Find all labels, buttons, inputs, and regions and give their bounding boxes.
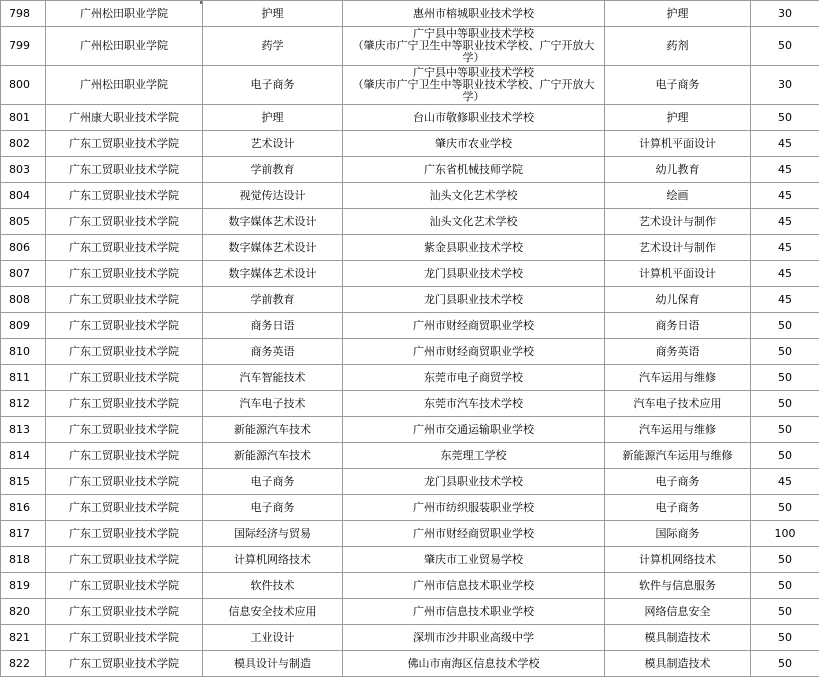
- major-cell[interactable]: 新能源汽车技术: [203, 443, 343, 469]
- school-cell[interactable]: 广东工贸职业技术学院: [46, 183, 203, 209]
- major-cell[interactable]: 电子商务: [203, 469, 343, 495]
- partner-major-cell[interactable]: 艺术设计与制作: [605, 209, 751, 235]
- school-cell[interactable]: 广东工贸职业技术学院: [46, 651, 203, 677]
- partner-major-cell[interactable]: 汽车运用与维修: [605, 417, 751, 443]
- table-row[interactable]: [1, 131, 819, 157]
- plan-count-cell[interactable]: 50: [751, 365, 819, 391]
- major-cell[interactable]: 视觉传达设计: [203, 183, 343, 209]
- partner-school-cell[interactable]: 龙门县职业技术学校: [343, 469, 605, 495]
- major-cell[interactable]: 电子商务: [203, 495, 343, 521]
- table-row[interactable]: [1, 209, 819, 235]
- major-cell[interactable]: 信息安全技术应用: [203, 599, 343, 625]
- partner-school-cell[interactable]: 广州市财经商贸职业学校: [343, 339, 605, 365]
- table-row[interactable]: [1, 157, 819, 183]
- partner-major-cell[interactable]: 汽车运用与维修: [605, 365, 751, 391]
- row-number-cell[interactable]: 804: [1, 183, 46, 209]
- partner-major-cell[interactable]: 艺术设计与制作: [605, 235, 751, 261]
- table-row[interactable]: [1, 235, 819, 261]
- partner-school-cell[interactable]: 广州市信息技术职业学校: [343, 573, 605, 599]
- major-cell[interactable]: 商务日语: [203, 313, 343, 339]
- major-cell[interactable]: 护理: [203, 105, 343, 131]
- school-cell[interactable]: 广东工贸职业技术学院: [46, 391, 203, 417]
- plan-count-cell[interactable]: 30: [751, 1, 819, 27]
- partner-school-cell[interactable]: 广州市交通运输职业学校: [343, 417, 605, 443]
- row-number-cell[interactable]: 806: [1, 235, 46, 261]
- plan-count-cell[interactable]: 45: [751, 183, 819, 209]
- partner-school-cell[interactable]: 广州市信息技术职业学校: [343, 599, 605, 625]
- partner-school-cell[interactable]: 广州市财经商贸职业学校: [343, 313, 605, 339]
- partner-school-cell[interactable]: 广宁县中等职业技术学校 （肇庆市广宁卫生中等职业技术学校、广宁开放大学）: [343, 27, 605, 66]
- table-row[interactable]: [1, 417, 819, 443]
- row-number-cell[interactable]: 805: [1, 209, 46, 235]
- table-row[interactable]: [1, 313, 819, 339]
- plan-count-cell[interactable]: 50: [751, 391, 819, 417]
- plan-count-cell[interactable]: 100: [751, 521, 819, 547]
- row-number-cell[interactable]: 812: [1, 391, 46, 417]
- table-row[interactable]: [1, 365, 819, 391]
- plan-count-cell[interactable]: 50: [751, 27, 819, 66]
- school-cell[interactable]: 广东工贸职业技术学院: [46, 495, 203, 521]
- partner-school-cell[interactable]: 广州市财经商贸职业学校: [343, 521, 605, 547]
- school-cell[interactable]: 广东工贸职业技术学院: [46, 261, 203, 287]
- partner-school-cell[interactable]: 东莞市电子商贸学校: [343, 365, 605, 391]
- plan-count-cell[interactable]: 45: [751, 235, 819, 261]
- major-cell[interactable]: 药学: [203, 27, 343, 66]
- major-cell[interactable]: 工业设计: [203, 625, 343, 651]
- table-row[interactable]: [1, 66, 819, 105]
- row-number-cell[interactable]: 815: [1, 469, 46, 495]
- major-cell[interactable]: 数字媒体艺术设计: [203, 209, 343, 235]
- table-row[interactable]: [1, 625, 819, 651]
- partner-school-cell[interactable]: 东莞理工学校: [343, 443, 605, 469]
- partner-major-cell[interactable]: 计算机平面设计: [605, 261, 751, 287]
- major-cell[interactable]: 数字媒体艺术设计: [203, 235, 343, 261]
- row-number-cell[interactable]: 817: [1, 521, 46, 547]
- row-number-cell[interactable]: 798: [1, 1, 46, 27]
- row-number-cell[interactable]: 803: [1, 157, 46, 183]
- partner-major-cell[interactable]: 新能源汽车运用与维修: [605, 443, 751, 469]
- row-number-cell[interactable]: 813: [1, 417, 46, 443]
- major-cell[interactable]: 模具设计与制造: [203, 651, 343, 677]
- table-row[interactable]: [1, 469, 819, 495]
- partner-major-cell[interactable]: 网络信息安全: [605, 599, 751, 625]
- partner-school-cell[interactable]: 紫金县职业技术学校: [343, 235, 605, 261]
- row-number-cell[interactable]: 799: [1, 27, 46, 66]
- school-cell[interactable]: 广东工贸职业技术学院: [46, 599, 203, 625]
- major-cell[interactable]: 软件技术: [203, 573, 343, 599]
- school-cell[interactable]: 广东工贸职业技术学院: [46, 339, 203, 365]
- plan-count-cell[interactable]: 50: [751, 573, 819, 599]
- partner-school-cell[interactable]: 台山市敬修职业技术学校: [343, 105, 605, 131]
- partner-major-cell[interactable]: 电子商务: [605, 469, 751, 495]
- school-cell[interactable]: 广东工贸职业技术学院: [46, 573, 203, 599]
- school-cell[interactable]: 广东工贸职业技术学院: [46, 469, 203, 495]
- row-number-cell[interactable]: 811: [1, 365, 46, 391]
- row-number-cell[interactable]: 816: [1, 495, 46, 521]
- partner-school-cell[interactable]: 广宁县中等职业技术学校 （肇庆市广宁卫生中等职业技术学校、广宁开放大学）: [343, 66, 605, 105]
- partner-major-cell[interactable]: 软件与信息服务: [605, 573, 751, 599]
- partner-school-cell[interactable]: 佛山市南海区信息技术学校: [343, 651, 605, 677]
- table-row[interactable]: [1, 261, 819, 287]
- major-cell[interactable]: 计算机网络技术: [203, 547, 343, 573]
- partner-school-cell[interactable]: 东莞市汽车技术学校: [343, 391, 605, 417]
- plan-count-cell[interactable]: 45: [751, 261, 819, 287]
- row-number-cell[interactable]: 820: [1, 599, 46, 625]
- plan-count-cell[interactable]: 50: [751, 651, 819, 677]
- major-cell[interactable]: 艺术设计: [203, 131, 343, 157]
- major-cell[interactable]: 国际经济与贸易: [203, 521, 343, 547]
- partner-major-cell[interactable]: 国际商务: [605, 521, 751, 547]
- table-row[interactable]: [1, 27, 819, 66]
- plan-count-cell[interactable]: 50: [751, 495, 819, 521]
- partner-major-cell[interactable]: 商务英语: [605, 339, 751, 365]
- plan-count-cell[interactable]: 50: [751, 105, 819, 131]
- partner-school-cell[interactable]: 龙门县职业技术学校: [343, 261, 605, 287]
- school-cell[interactable]: 广东工贸职业技术学院: [46, 235, 203, 261]
- table-body: [1, 1, 819, 677]
- major-cell[interactable]: 数字媒体艺术设计: [203, 261, 343, 287]
- partner-school-cell[interactable]: 惠州市榕城职业技术学校: [343, 1, 605, 27]
- row-number-cell[interactable]: 801: [1, 105, 46, 131]
- school-cell[interactable]: 广东工贸职业技术学院: [46, 417, 203, 443]
- plan-count-cell[interactable]: 45: [751, 157, 819, 183]
- table-row[interactable]: [1, 183, 819, 209]
- partner-school-cell[interactable]: 广东省机械技师学院: [343, 157, 605, 183]
- school-cell[interactable]: 广东工贸职业技术学院: [46, 365, 203, 391]
- major-cell[interactable]: 汽车电子技术: [203, 391, 343, 417]
- major-cell[interactable]: 电子商务: [203, 66, 343, 105]
- plan-count-cell[interactable]: 50: [751, 339, 819, 365]
- row-number-cell[interactable]: 818: [1, 547, 46, 573]
- plan-count-cell[interactable]: 45: [751, 287, 819, 313]
- plan-count-cell[interactable]: 50: [751, 443, 819, 469]
- plan-count-cell[interactable]: 45: [751, 469, 819, 495]
- partner-major-cell[interactable]: 计算机平面设计: [605, 131, 751, 157]
- partner-major-cell[interactable]: 绘画: [605, 183, 751, 209]
- partner-school-cell[interactable]: 龙门县职业技术学校: [343, 287, 605, 313]
- school-cell[interactable]: 广东工贸职业技术学院: [46, 443, 203, 469]
- table-row[interactable]: [1, 495, 819, 521]
- partner-major-cell[interactable]: 汽车电子技术应用: [605, 391, 751, 417]
- partner-major-cell[interactable]: 模具制造技术: [605, 625, 751, 651]
- plan-count-cell[interactable]: 50: [751, 547, 819, 573]
- table-row[interactable]: [1, 651, 819, 677]
- row-number-cell[interactable]: 810: [1, 339, 46, 365]
- school-cell[interactable]: 广州松田职业学院: [46, 1, 203, 27]
- plan-count-cell[interactable]: 50: [751, 625, 819, 651]
- table-row[interactable]: [1, 547, 819, 573]
- plan-count-cell[interactable]: 45: [751, 209, 819, 235]
- row-number-cell[interactable]: 822: [1, 651, 46, 677]
- major-cell[interactable]: 商务英语: [203, 339, 343, 365]
- school-cell[interactable]: 广东工贸职业技术学院: [46, 131, 203, 157]
- plan-count-cell[interactable]: 50: [751, 599, 819, 625]
- row-number-cell[interactable]: 809: [1, 313, 46, 339]
- partner-major-cell[interactable]: 药剂: [605, 27, 751, 66]
- table-row[interactable]: [1, 599, 819, 625]
- plan-count-cell[interactable]: 50: [751, 313, 819, 339]
- partner-school-cell[interactable]: 汕头文化艺术学校: [343, 209, 605, 235]
- partner-school-cell[interactable]: 深圳市沙井职业高级中学: [343, 625, 605, 651]
- partner-major-cell[interactable]: 幼儿教育: [605, 157, 751, 183]
- major-cell[interactable]: 学前教育: [203, 157, 343, 183]
- row-number-cell[interactable]: 821: [1, 625, 46, 651]
- partner-school-cell[interactable]: 肇庆市农业学校: [343, 131, 605, 157]
- plan-count-cell[interactable]: 50: [751, 417, 819, 443]
- partner-major-cell[interactable]: 计算机网络技术: [605, 547, 751, 573]
- table-row[interactable]: [1, 573, 819, 599]
- table-row[interactable]: [1, 287, 819, 313]
- school-cell[interactable]: 广东工贸职业技术学院: [46, 209, 203, 235]
- row-number-cell[interactable]: 808: [1, 287, 46, 313]
- table-row[interactable]: [1, 443, 819, 469]
- school-cell[interactable]: 广东工贸职业技术学院: [46, 521, 203, 547]
- major-cell[interactable]: 学前教育: [203, 287, 343, 313]
- partner-school-cell[interactable]: 广州市纺织服装职业学校: [343, 495, 605, 521]
- partner-school-cell[interactable]: 汕头文化艺术学校: [343, 183, 605, 209]
- school-cell[interactable]: 广州松田职业学院: [46, 27, 203, 66]
- major-cell[interactable]: 汽车智能技术: [203, 365, 343, 391]
- table-row[interactable]: [1, 105, 819, 131]
- row-number-cell[interactable]: 807: [1, 261, 46, 287]
- table-row[interactable]: [1, 391, 819, 417]
- school-cell[interactable]: 广东工贸职业技术学院: [46, 157, 203, 183]
- partner-school-cell[interactable]: 肇庆市工业贸易学校: [343, 547, 605, 573]
- table-row[interactable]: [1, 521, 819, 547]
- major-cell[interactable]: 新能源汽车技术: [203, 417, 343, 443]
- school-cell[interactable]: 广东工贸职业技术学院: [46, 547, 203, 573]
- partner-major-cell[interactable]: 幼儿保育: [605, 287, 751, 313]
- table-row[interactable]: [1, 1, 819, 27]
- school-cell[interactable]: 广州康大职业技术学院: [46, 105, 203, 131]
- major-cell[interactable]: 护理: [203, 1, 343, 27]
- partner-major-cell[interactable]: 电子商务: [605, 495, 751, 521]
- partner-major-cell[interactable]: 模具制造技术: [605, 651, 751, 677]
- partner-major-cell[interactable]: 护理: [605, 1, 751, 27]
- school-cell[interactable]: 广东工贸职业技术学院: [46, 625, 203, 651]
- row-number-cell[interactable]: 800: [1, 66, 46, 105]
- partner-major-cell[interactable]: 护理: [605, 105, 751, 131]
- partner-major-cell[interactable]: 电子商务: [605, 66, 751, 105]
- plan-count-cell[interactable]: 30: [751, 66, 819, 105]
- school-cell[interactable]: 广东工贸职业技术学院: [46, 287, 203, 313]
- school-cell[interactable]: 广州松田职业学院: [46, 66, 203, 105]
- plan-count-cell[interactable]: 45: [751, 131, 819, 157]
- row-number-cell[interactable]: 819: [1, 573, 46, 599]
- row-number-cell[interactable]: 802: [1, 131, 46, 157]
- table-row[interactable]: [1, 339, 819, 365]
- row-number-cell[interactable]: 814: [1, 443, 46, 469]
- school-cell[interactable]: 广东工贸职业技术学院: [46, 313, 203, 339]
- partner-major-cell[interactable]: 商务日语: [605, 313, 751, 339]
